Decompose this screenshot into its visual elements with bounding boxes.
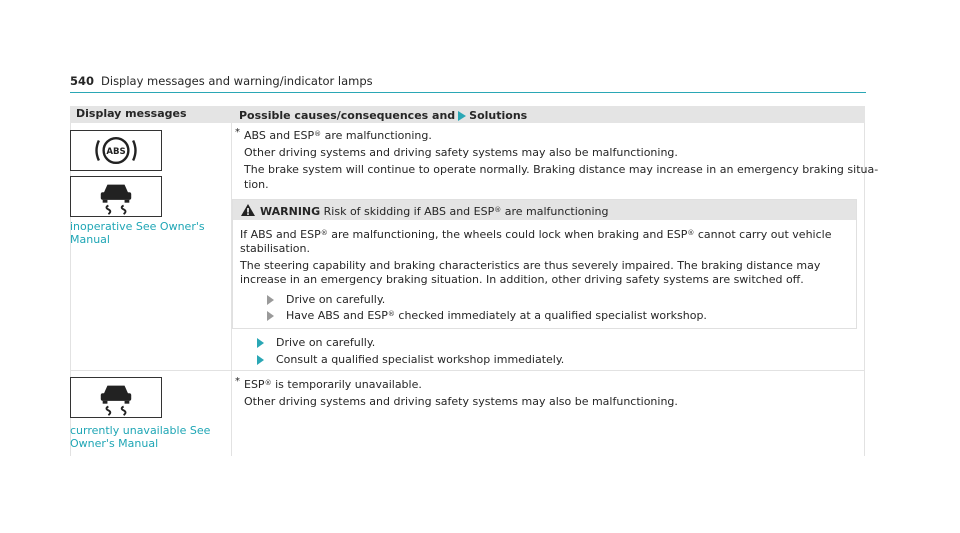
solution1: Drive on carefully. bbox=[276, 336, 376, 349]
row2-caption[interactable] bbox=[70, 424, 210, 450]
column-header-causes-text: Possible causes/consequences and bbox=[239, 109, 456, 122]
text: checked immediately at a qualified specialist workshop. bbox=[394, 309, 707, 322]
footnote-star: * bbox=[235, 127, 240, 138]
row2-caption-line1: currently unavailable See bbox=[70, 424, 211, 437]
text: cannot carry out vehicle bbox=[694, 228, 832, 241]
text: If ABS and ESP bbox=[240, 228, 321, 241]
solution-arrow-icon bbox=[257, 338, 264, 348]
warning-triangle-icon bbox=[241, 204, 255, 216]
text: are malfunctioning bbox=[501, 205, 609, 218]
row2-caption-line2: Owner's Manual bbox=[70, 437, 159, 450]
warning-p2-line2: increase in an emergency braking situation. In addition, other driving safety systems are switched off. bbox=[240, 273, 804, 286]
row2-line1 bbox=[244, 378, 422, 392]
esp-skid-icon bbox=[70, 176, 162, 217]
text: Risk of skidding if ABS and ESP bbox=[323, 205, 495, 218]
warning-p1-line2: stabilisation. bbox=[240, 242, 310, 255]
warning-p2-line1: The steering capability and braking characteristics are thus severely impaired. The braking distance may bbox=[240, 259, 821, 272]
footnote-star: * bbox=[235, 376, 240, 387]
row1-line1 bbox=[244, 129, 432, 143]
registered-mark: ® bbox=[687, 229, 695, 237]
solution-arrow-icon bbox=[257, 355, 264, 365]
table-header bbox=[70, 106, 865, 123]
solution2: Consult a qualified specialist workshop immediately. bbox=[276, 353, 565, 366]
row-divider bbox=[70, 370, 865, 371]
warning-title bbox=[260, 205, 608, 219]
registered-mark: ® bbox=[264, 379, 272, 387]
column-header-causes bbox=[239, 109, 527, 122]
page-header bbox=[70, 74, 373, 88]
warning-step1: Drive on carefully. bbox=[286, 293, 386, 306]
row1-caption[interactable] bbox=[70, 220, 205, 246]
text: ESP bbox=[244, 378, 265, 391]
warning-p1-line1 bbox=[240, 228, 831, 242]
warning-step2 bbox=[286, 309, 707, 323]
svg-text:ABS: ABS bbox=[106, 146, 126, 157]
column-header-solutions-text: Solutions bbox=[469, 109, 528, 122]
esp-skid-icon bbox=[70, 377, 162, 418]
column-header-display-messages: Display messages bbox=[76, 107, 187, 120]
registered-mark: ® bbox=[320, 229, 328, 237]
text: is temporarily unavailable. bbox=[271, 378, 422, 391]
registered-mark: ® bbox=[494, 206, 502, 214]
warning-label: WARNING bbox=[260, 205, 321, 218]
row1-caption-line2: Manual bbox=[70, 233, 110, 246]
row1-line2: Other driving systems and driving safety systems may also be malfunctioning. bbox=[244, 146, 678, 159]
text: are malfunctioning, the wheels could lock when braking and ESP bbox=[327, 228, 688, 241]
header-rule bbox=[70, 92, 866, 93]
registered-mark: ® bbox=[387, 310, 395, 318]
abs-warning-icon bbox=[70, 130, 162, 171]
row1-line3: The brake system will continue to operate normally. Braking distance may increase in an emergency braking situa- bbox=[244, 163, 879, 176]
step-bullet-icon bbox=[267, 311, 274, 321]
text: ABS and ESP bbox=[244, 129, 315, 142]
row2-line2: Other driving systems and driving safety systems may also be malfunctioning. bbox=[244, 395, 678, 408]
text: Have ABS and ESP bbox=[286, 309, 388, 322]
row1-line4: tion. bbox=[244, 178, 269, 191]
page-title: Display messages and warning/indicator lamps bbox=[101, 74, 373, 88]
arrow-right-icon bbox=[458, 111, 466, 121]
step-bullet-icon bbox=[267, 295, 274, 305]
page-number: 540 bbox=[70, 74, 95, 88]
registered-mark: ® bbox=[314, 130, 322, 138]
row1-caption-line1: inoperative See Owner's bbox=[70, 220, 205, 233]
text: are malfunctioning. bbox=[321, 129, 432, 142]
